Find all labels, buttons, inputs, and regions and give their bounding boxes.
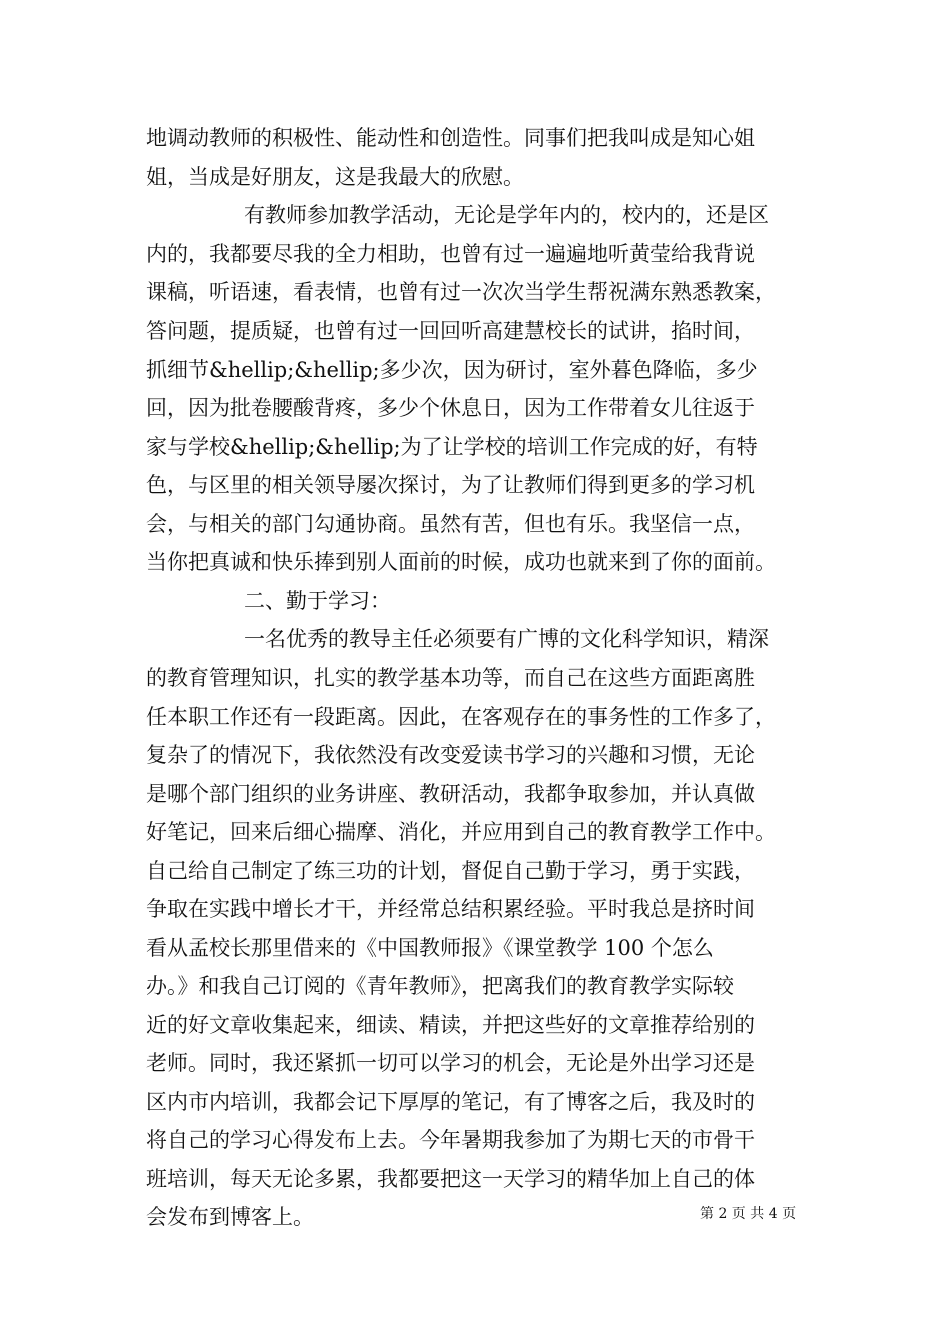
text-line: 家与学校&hellip;&hellip;为了让学校的培训工作完成的好，有特 bbox=[146, 435, 758, 459]
text-line: 会发布到博客上。 bbox=[146, 1205, 314, 1229]
text-line: 区内市内培训，我都会记下厚厚的笔记，有了博客之后，我及时的 bbox=[146, 1090, 755, 1114]
text-line: 班培训，每天无论多累，我都要把这一天学习的精华加上自己的体 bbox=[146, 1167, 755, 1191]
text-line: 会，与相关的部门勾通协商。虽然有苦，但也有乐。我坚信一点， bbox=[146, 512, 755, 536]
section-heading: 二、勤于学习： bbox=[244, 589, 391, 613]
text-line: 当你把真诚和快乐捧到别人面前的时候，成功也就来到了你的面前。 bbox=[146, 550, 776, 574]
text-line: 的教育管理知识，扎实的教学基本功等，而自己在这些方面距离胜 bbox=[146, 666, 755, 690]
text-line: 姐，当成是好朋友，这是我最大的欣慰。 bbox=[146, 165, 524, 189]
page-number-footer: 第 2 页 共 4 页 bbox=[700, 1206, 797, 1222]
text-line: 任本职工作还有一段距离。因此，在客观存在的事务性的工作多了， bbox=[146, 705, 776, 729]
text-line: 办。》和我自己订阅的《青年教师》，把离我们的教育教学实际较 bbox=[146, 974, 734, 998]
text-line: 老师。同时，我还紧抓一切可以学习的机会，无论是外出学习还是 bbox=[146, 1051, 755, 1075]
text-line: 回，因为批卷腰酸背疼，多少个休息日，因为工作带着女儿往返于 bbox=[146, 396, 755, 420]
text-line: 一名优秀的教导主任必须要有广博的文化科学知识，精深 bbox=[244, 627, 769, 651]
text-line: 有教师参加教学活动，无论是学年内的，校内的，还是区 bbox=[244, 203, 769, 227]
text-line: 抓细节&hellip;&hellip;多少次，因为研讨，室外暮色降临，多少 bbox=[146, 358, 758, 382]
text-line: 争取在实践中增长才干，并经常总结积累经验。平时我总是挤时间 bbox=[146, 897, 755, 921]
text-line: 是哪个部门组织的业务讲座、教研活动，我都争取参加，并认真做 bbox=[146, 782, 755, 806]
text-line: 近的好文章收集起来，细读、精读，并把这些好的文章推荐给别的 bbox=[146, 1013, 755, 1037]
text-line: 将自己的学习心得发布上去。今年暑期我参加了为期七天的市骨干 bbox=[146, 1128, 755, 1152]
text-line: 看从孟校长那里借来的《中国教师报》《课堂教学 100 个怎么 bbox=[146, 936, 714, 960]
text-line: 好笔记，回来后细心揣摩、消化，并应用到自己的教育教学工作中。 bbox=[146, 820, 776, 844]
text-line: 复杂了的情况下，我依然没有改变爱读书学习的兴趣和习惯，无论 bbox=[146, 743, 755, 767]
text-line: 地调动教师的积极性、能动性和创造性。同事们把我叫成是知心姐 bbox=[146, 126, 755, 150]
text-line: 课稿，听语速，看表情，也曾有过一次次当学生帮祝满东熟悉教案， bbox=[146, 280, 776, 304]
text-line: 色，与区里的相关领导屡次探讨，为了让教师们得到更多的学习机 bbox=[146, 473, 755, 497]
text-line: 答问题，提质疑，也曾有过一回回听高建慧校长的试讲，掐时间， bbox=[146, 319, 755, 343]
text-line: 内的，我都要尽我的全力相助，也曾有过一遍遍地听黄莹给我背说 bbox=[146, 242, 755, 266]
text-line: 自己给自己制定了练三功的计划，督促自己勤于学习，勇于实践， bbox=[146, 859, 755, 883]
